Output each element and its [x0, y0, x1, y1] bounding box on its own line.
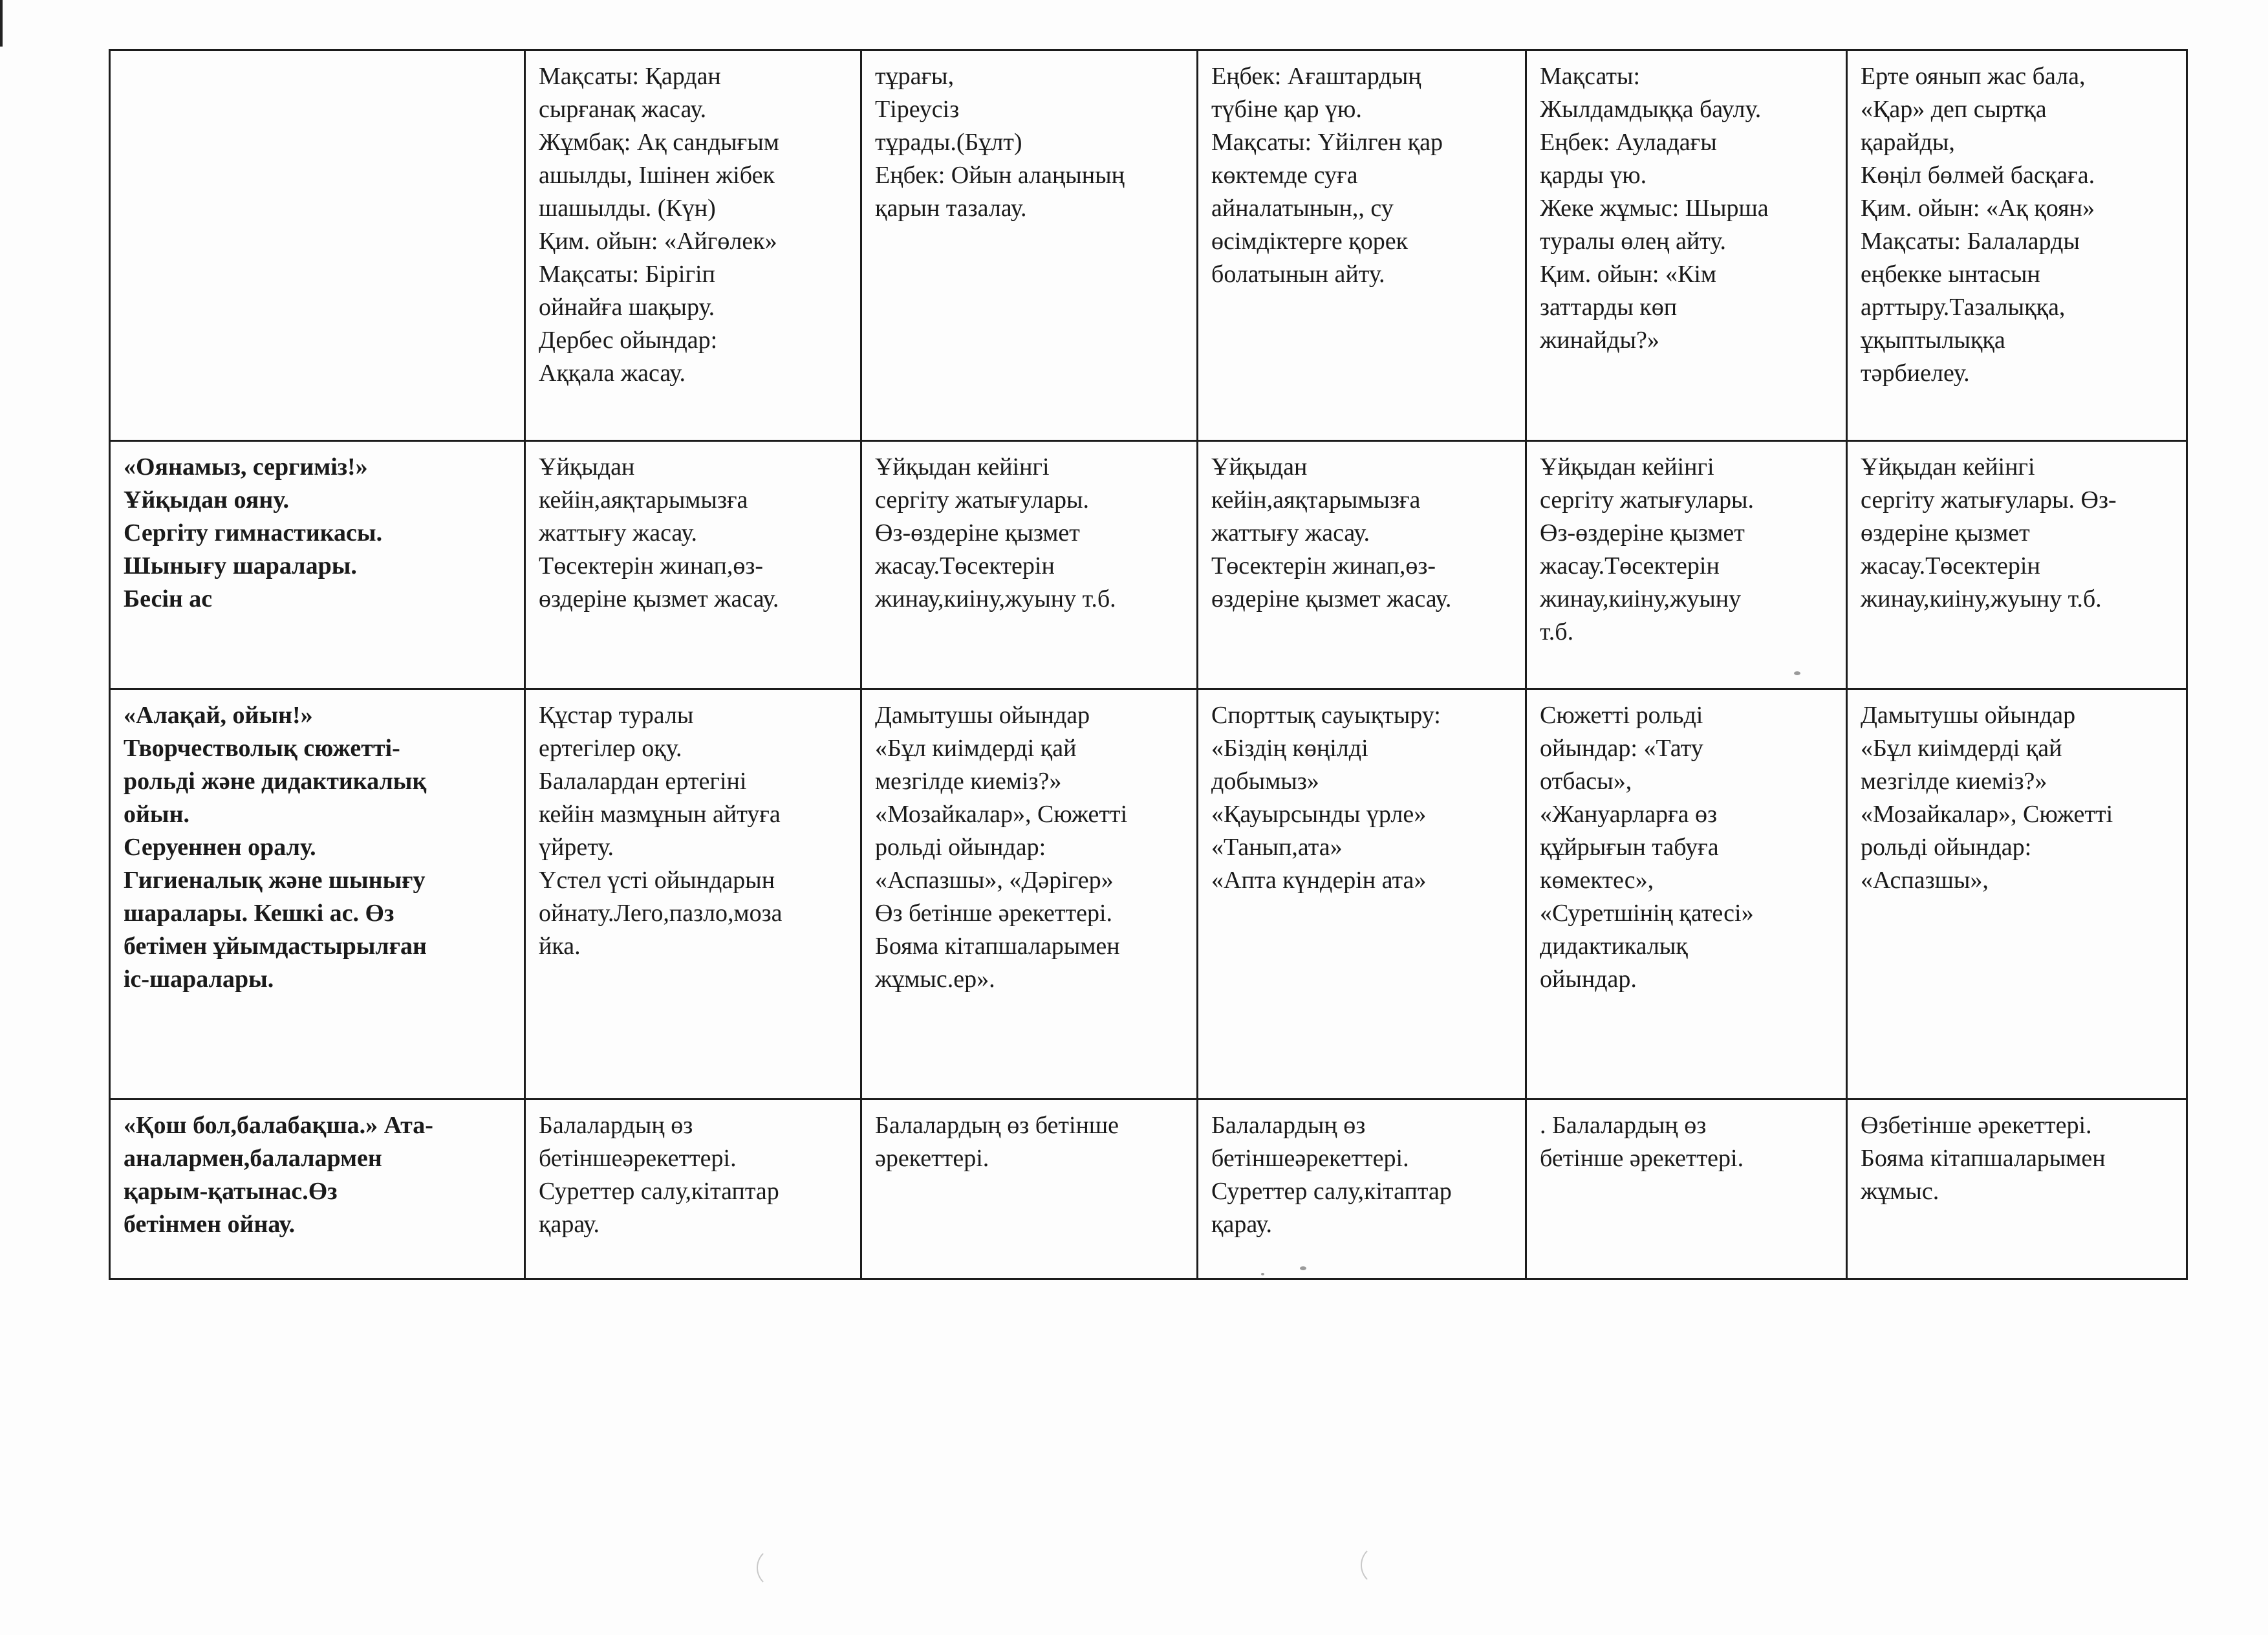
- table-row: [110, 50, 2187, 441]
- row-label-goodbye: «Қош бол,балабақша.» Ата- аналармен,балалармен қарым-қатынас.Өз бетінмен ойнау.: [110, 1099, 525, 1279]
- scan-speck: [1300, 1266, 1306, 1270]
- cell-monday: Мақсаты: Қардан сырғанақ жасау. Жұмбақ: Ақ сандығым ашылды, Ішінен жібек шашылды. (Күн) Қим. ойын: «Айгөлек» Мақсаты: Бірігіп ойнайға шақыру. Дербес ойындар: Аққала жасау.: [525, 50, 861, 441]
- cell-friday: Дамытушы ойындар «Бұл киімдерді қай мезгілде киеміз?» «Мозайкалар», Сюжетті рольді ойындар: «Аспазшы»,: [1847, 689, 2187, 1099]
- table-row: [110, 441, 2187, 689]
- cell-tuesday: тұрағы, Тіреусіз тұрады.(Бұлт) Еңбек: Ойын алаңының қарын тазалау.: [861, 50, 1198, 441]
- cell-wednesday: Еңбек: Ағаштардың түбіне қар үю. Мақсаты: Үйілген қар көктемде суға айналатынын,, су өсімдіктерге қорек болатынын айту.: [1198, 50, 1526, 441]
- scan-edge-mark: [0, 0, 3, 47]
- scan-speck: [1794, 671, 1800, 675]
- cell-tuesday: Дамытушы ойындар «Бұл киімдерді қай мезгілде киеміз?» «Мозайкалар», Сюжетті рольді ойындар: «Аспазшы», «Дәрігер» Өз бетінше әрекеттері. Бояма кітапшаларымен жұмыс.ер».: [861, 689, 1198, 1099]
- cell-wednesday: Ұйқыдан кейін,аяқтарымызға жаттығу жасау. Төсектерін жинап,өз- өздеріне қызмет жасау.: [1198, 441, 1526, 689]
- cell-friday: Ерте оянып жас бала, «Қар» деп сыртқа қарайды, Көңіл бөлмей басқаға. Қим. ойын: «Ақ қоян» Мақсаты: Балаларды еңбекке ынтасын арттыру.Тазалыққа, ұқыптылыққа тәрбиелеу.: [1847, 50, 2187, 441]
- cell-thursday: Мақсаты: Жылдамдыққа баулу. Еңбек: Ауладағы қарды үю. Жеке жұмыс: Шырша туралы өлең айту. Қим. ойын: «Кім заттарды көп жинайды?»: [1526, 50, 1847, 441]
- cell-thursday: Сюжетті рольді ойындар: «Тату отбасы», «Жануарларға өз құйрығын табуға көмектес», «Суретшінің қатесі» дидактикалық ойындар.: [1526, 689, 1847, 1099]
- cell-thursday: . Балалардың өз бетінше әрекеттері.: [1526, 1099, 1847, 1279]
- cell-tuesday: Ұйқыдан кейінгі сергіту жатығулары. Өз-өздеріне қызмет жасау.Төсектерін жинау,киіну,жуыну т.б.: [861, 441, 1198, 689]
- scan-artifact-arc: [1361, 1544, 1402, 1586]
- row-label-play: «Алақай, ойын!» Творчестволық сюжетті- рольді және дидактикалық ойын. Серуеннен оралу. Гигиеналық және шынығу шаралары. Кешкі ас. Өз бетімен ұйымдастырылған іс-шаралары.: [110, 689, 525, 1099]
- scan-speck: [1261, 1273, 1264, 1275]
- row-label-wake-up: «Оянамыз, сергиміз!» Ұйқыдан ояну. Сергіту гимнастикасы. Шынығу шаралары. Бесін ас: [110, 441, 525, 689]
- cell-friday: Ұйқыдан кейінгі сергіту жатығулары. Өз- өздеріне қызмет жасау.Төсектерін жинау,киіну,жуыну т.б.: [1847, 441, 2187, 689]
- cell-wednesday: Спорттық сауықтыру: «Біздің көңілді добымыз» «Қауырсынды үрле» «Танып,ата» «Апта күндерін ата»: [1198, 689, 1526, 1099]
- cell-monday: Ұйқыдан кейін,аяқтарымызға жаттығу жасау. Төсектерін жинап,өз- өздеріне қызмет жасау.: [525, 441, 861, 689]
- cell-monday: Балалардың өз бетіншеәрекеттері. Суреттер салу,кітаптар қарау.: [525, 1099, 861, 1279]
- row-label-empty: [110, 50, 525, 441]
- cell-friday: Өзбетінше әрекеттері. Бояма кітапшаларымен жұмыс.: [1847, 1099, 2187, 1279]
- cell-wednesday: Балалардың өз бетіншеәрекеттері. Суреттер салу,кітаптар қарау.: [1198, 1099, 1526, 1279]
- table-row: [110, 1099, 2187, 1279]
- table-row: [110, 689, 2187, 1099]
- cell-thursday: Ұйқыдан кейінгі сергіту жатығулары. Өз-өздеріне қызмет жасау.Төсектерін жинау,киіну,жуыну т.б.: [1526, 441, 1847, 689]
- cell-monday: Құстар туралы ертегілер оқу. Балалардан ертегіні кейін мазмұнын айтуға үйрету. Үстел үсті ойындарын ойнату.Лего,пазло,моза йка.: [525, 689, 861, 1099]
- scan-artifact-arc: [757, 1547, 798, 1588]
- cell-tuesday: Балалардың өз бетінше әрекеттері.: [861, 1099, 1198, 1279]
- daily-plan-table: [109, 49, 2188, 1280]
